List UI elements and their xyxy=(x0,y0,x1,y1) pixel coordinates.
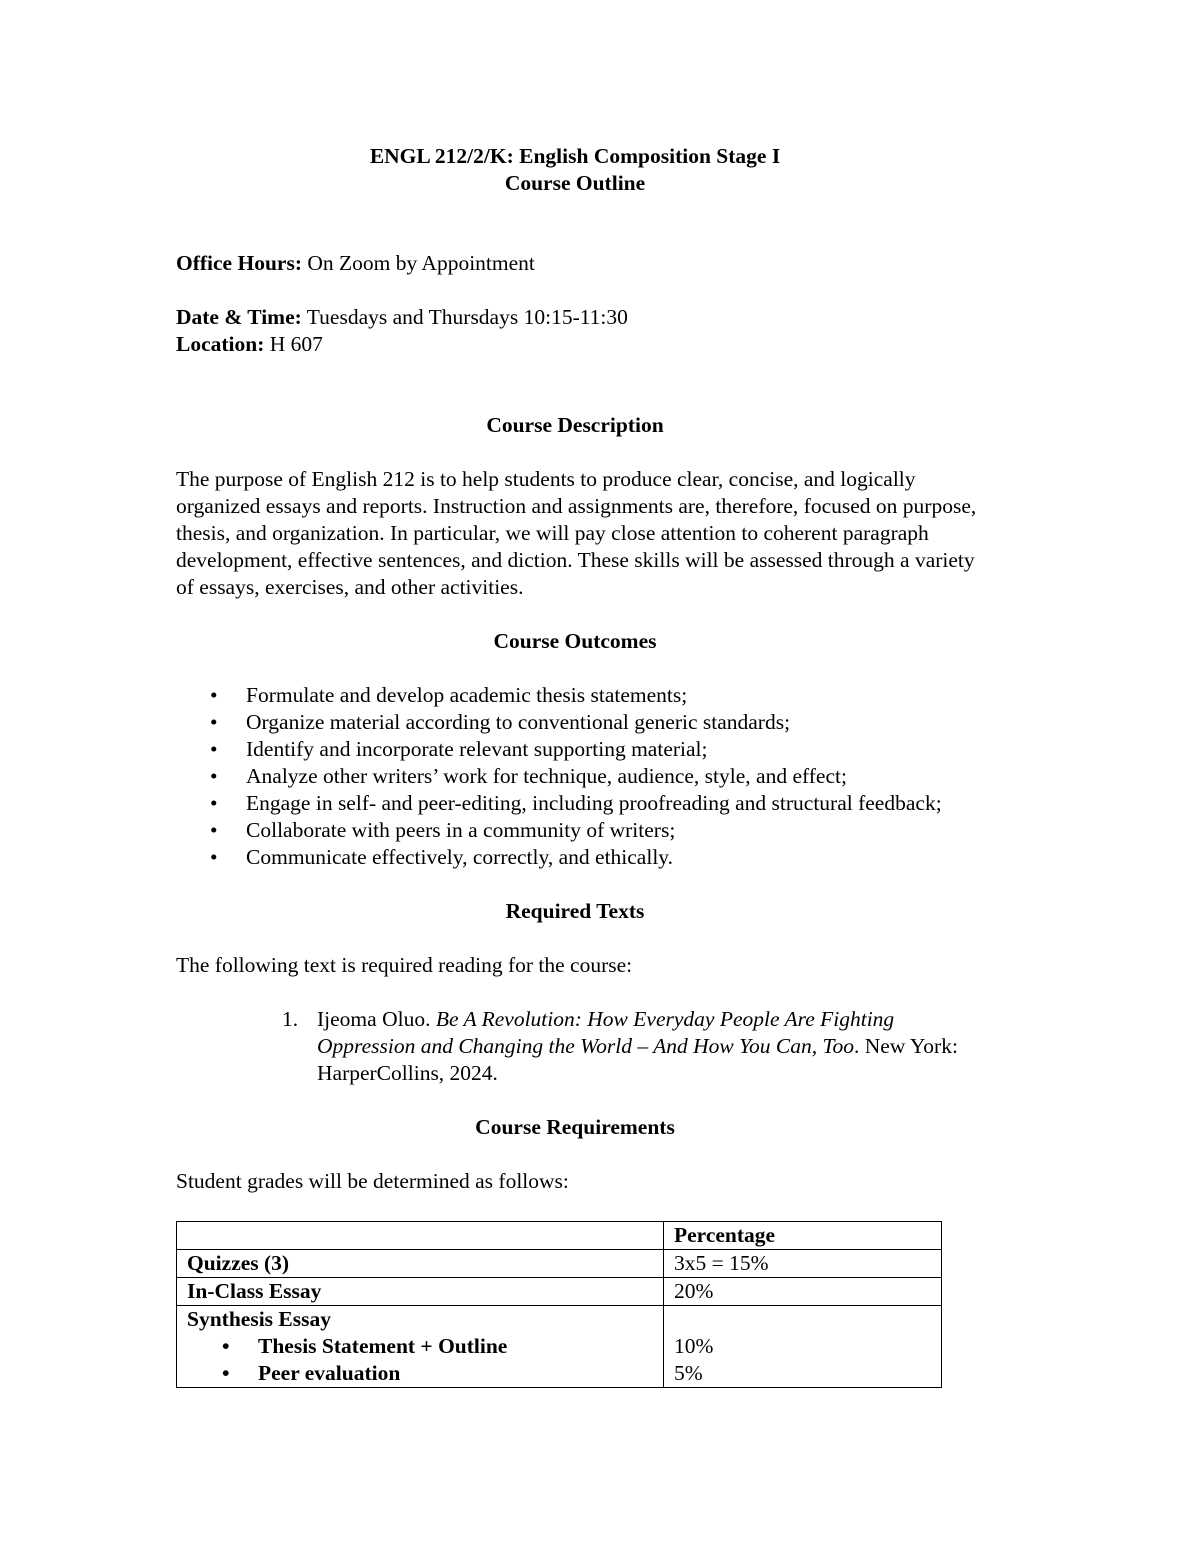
course-requirements-heading: Course Requirements xyxy=(475,1115,675,1139)
course-description-text: The purpose of English 212 is to help students to produce clear, concise, and logically organized essays and reports. Instruction and assignments are, therefore, focused on purpose, thesis, and organization. In particular, we will pay close attention to coherent paragraph development, effective sentences, and diction. These skills will be assessed through a variety of essays, exercises, and other activities. xyxy=(176,467,977,599)
bullet-icon: • xyxy=(210,764,218,788)
title-block xyxy=(176,143,1026,197)
table-cell-value xyxy=(664,1306,942,1388)
bullet-icon: • xyxy=(210,791,218,815)
list-item: • Organize material according to conventional generic standards; xyxy=(210,710,791,734)
date-time-line xyxy=(176,304,1026,331)
required-texts-heading: Required Texts xyxy=(505,899,645,923)
table-row xyxy=(177,1250,942,1278)
document-subtitle: Course Outline xyxy=(504,171,646,195)
table-header-row xyxy=(177,1222,942,1250)
location-line xyxy=(176,331,1026,358)
grades-table xyxy=(176,1221,942,1388)
list-item: • Peer evaluation xyxy=(222,1361,401,1385)
bullet-icon: • xyxy=(210,845,218,869)
reference-publication: . New York: HarperCollins, 2024. xyxy=(317,1034,958,1085)
reference-title: Be A Revolution: How Everyday People Are Fighting Oppression and Changing the World – And How You Can, Too xyxy=(317,1007,895,1058)
reference-number: 1. xyxy=(282,1007,299,1031)
location-label: Location: xyxy=(176,332,265,356)
list-item: • Thesis Statement + Outline xyxy=(222,1334,508,1358)
table-cell-item xyxy=(177,1306,664,1388)
table-cell-value-main xyxy=(674,1306,931,1333)
bullet-icon: • xyxy=(210,818,218,842)
bullet-icon: • xyxy=(210,737,218,761)
table-cell-value: 20% xyxy=(664,1278,942,1306)
table-cell-value-sub: 10% xyxy=(674,1334,714,1358)
course-outcomes-heading: Course Outcomes xyxy=(493,629,657,653)
list-item: • Identify and incorporate relevant supporting material; xyxy=(210,737,708,761)
bullet-icon: • xyxy=(222,1334,230,1358)
bullet-icon: • xyxy=(210,710,218,734)
table-cell-item: Quizzes (3) xyxy=(177,1250,664,1278)
table-row xyxy=(177,1306,942,1388)
office-hours-value: On Zoom by Appointment xyxy=(307,251,535,275)
table-cell-item: In-Class Essay xyxy=(177,1278,664,1306)
list-item: • Formulate and develop academic thesis statements; xyxy=(210,683,688,707)
table-cell-value: 3x5 = 15% xyxy=(664,1250,942,1278)
office-hours-label: Office Hours: xyxy=(176,251,302,275)
list-item: • Analyze other writers’ work for technique, audience, style, and effect; xyxy=(210,764,847,788)
required-text-item xyxy=(176,1006,977,1087)
date-time-label: Date & Time: xyxy=(176,305,302,329)
table-header-cell: Percentage xyxy=(664,1222,942,1250)
list-item: • Engage in self- and peer-editing, including proofreading and structural feedback; xyxy=(210,791,942,815)
list-item: • Communicate effectively, correctly, and ethically. xyxy=(210,845,674,869)
document-page xyxy=(176,143,1026,1388)
reference-author: Ijeoma Oluo. xyxy=(317,1007,436,1031)
location-value: H 607 xyxy=(269,332,323,356)
table-sublist xyxy=(187,1333,653,1387)
table-header-cell xyxy=(177,1222,664,1250)
table-row xyxy=(177,1278,942,1306)
course-requirements-intro: Student grades will be determined as follows: xyxy=(176,1169,569,1193)
table-cell-item-label: Synthesis Essay xyxy=(187,1307,331,1331)
bullet-icon: • xyxy=(210,683,218,707)
list-item: • Collaborate with peers in a community of writers; xyxy=(210,818,676,842)
office-hours-line xyxy=(176,250,1026,277)
document-title: ENGL 212/2/K: English Composition Stage I xyxy=(369,144,781,168)
required-texts-intro: The following text is required reading for the course: xyxy=(176,953,633,977)
bullet-icon: • xyxy=(222,1361,230,1385)
date-time-value: Tuesdays and Thursdays 10:15-11:30 xyxy=(306,305,628,329)
course-outcomes-list xyxy=(176,682,1026,871)
table-cell-value-sub: 5% xyxy=(674,1361,703,1385)
course-description-heading: Course Description xyxy=(486,413,664,437)
